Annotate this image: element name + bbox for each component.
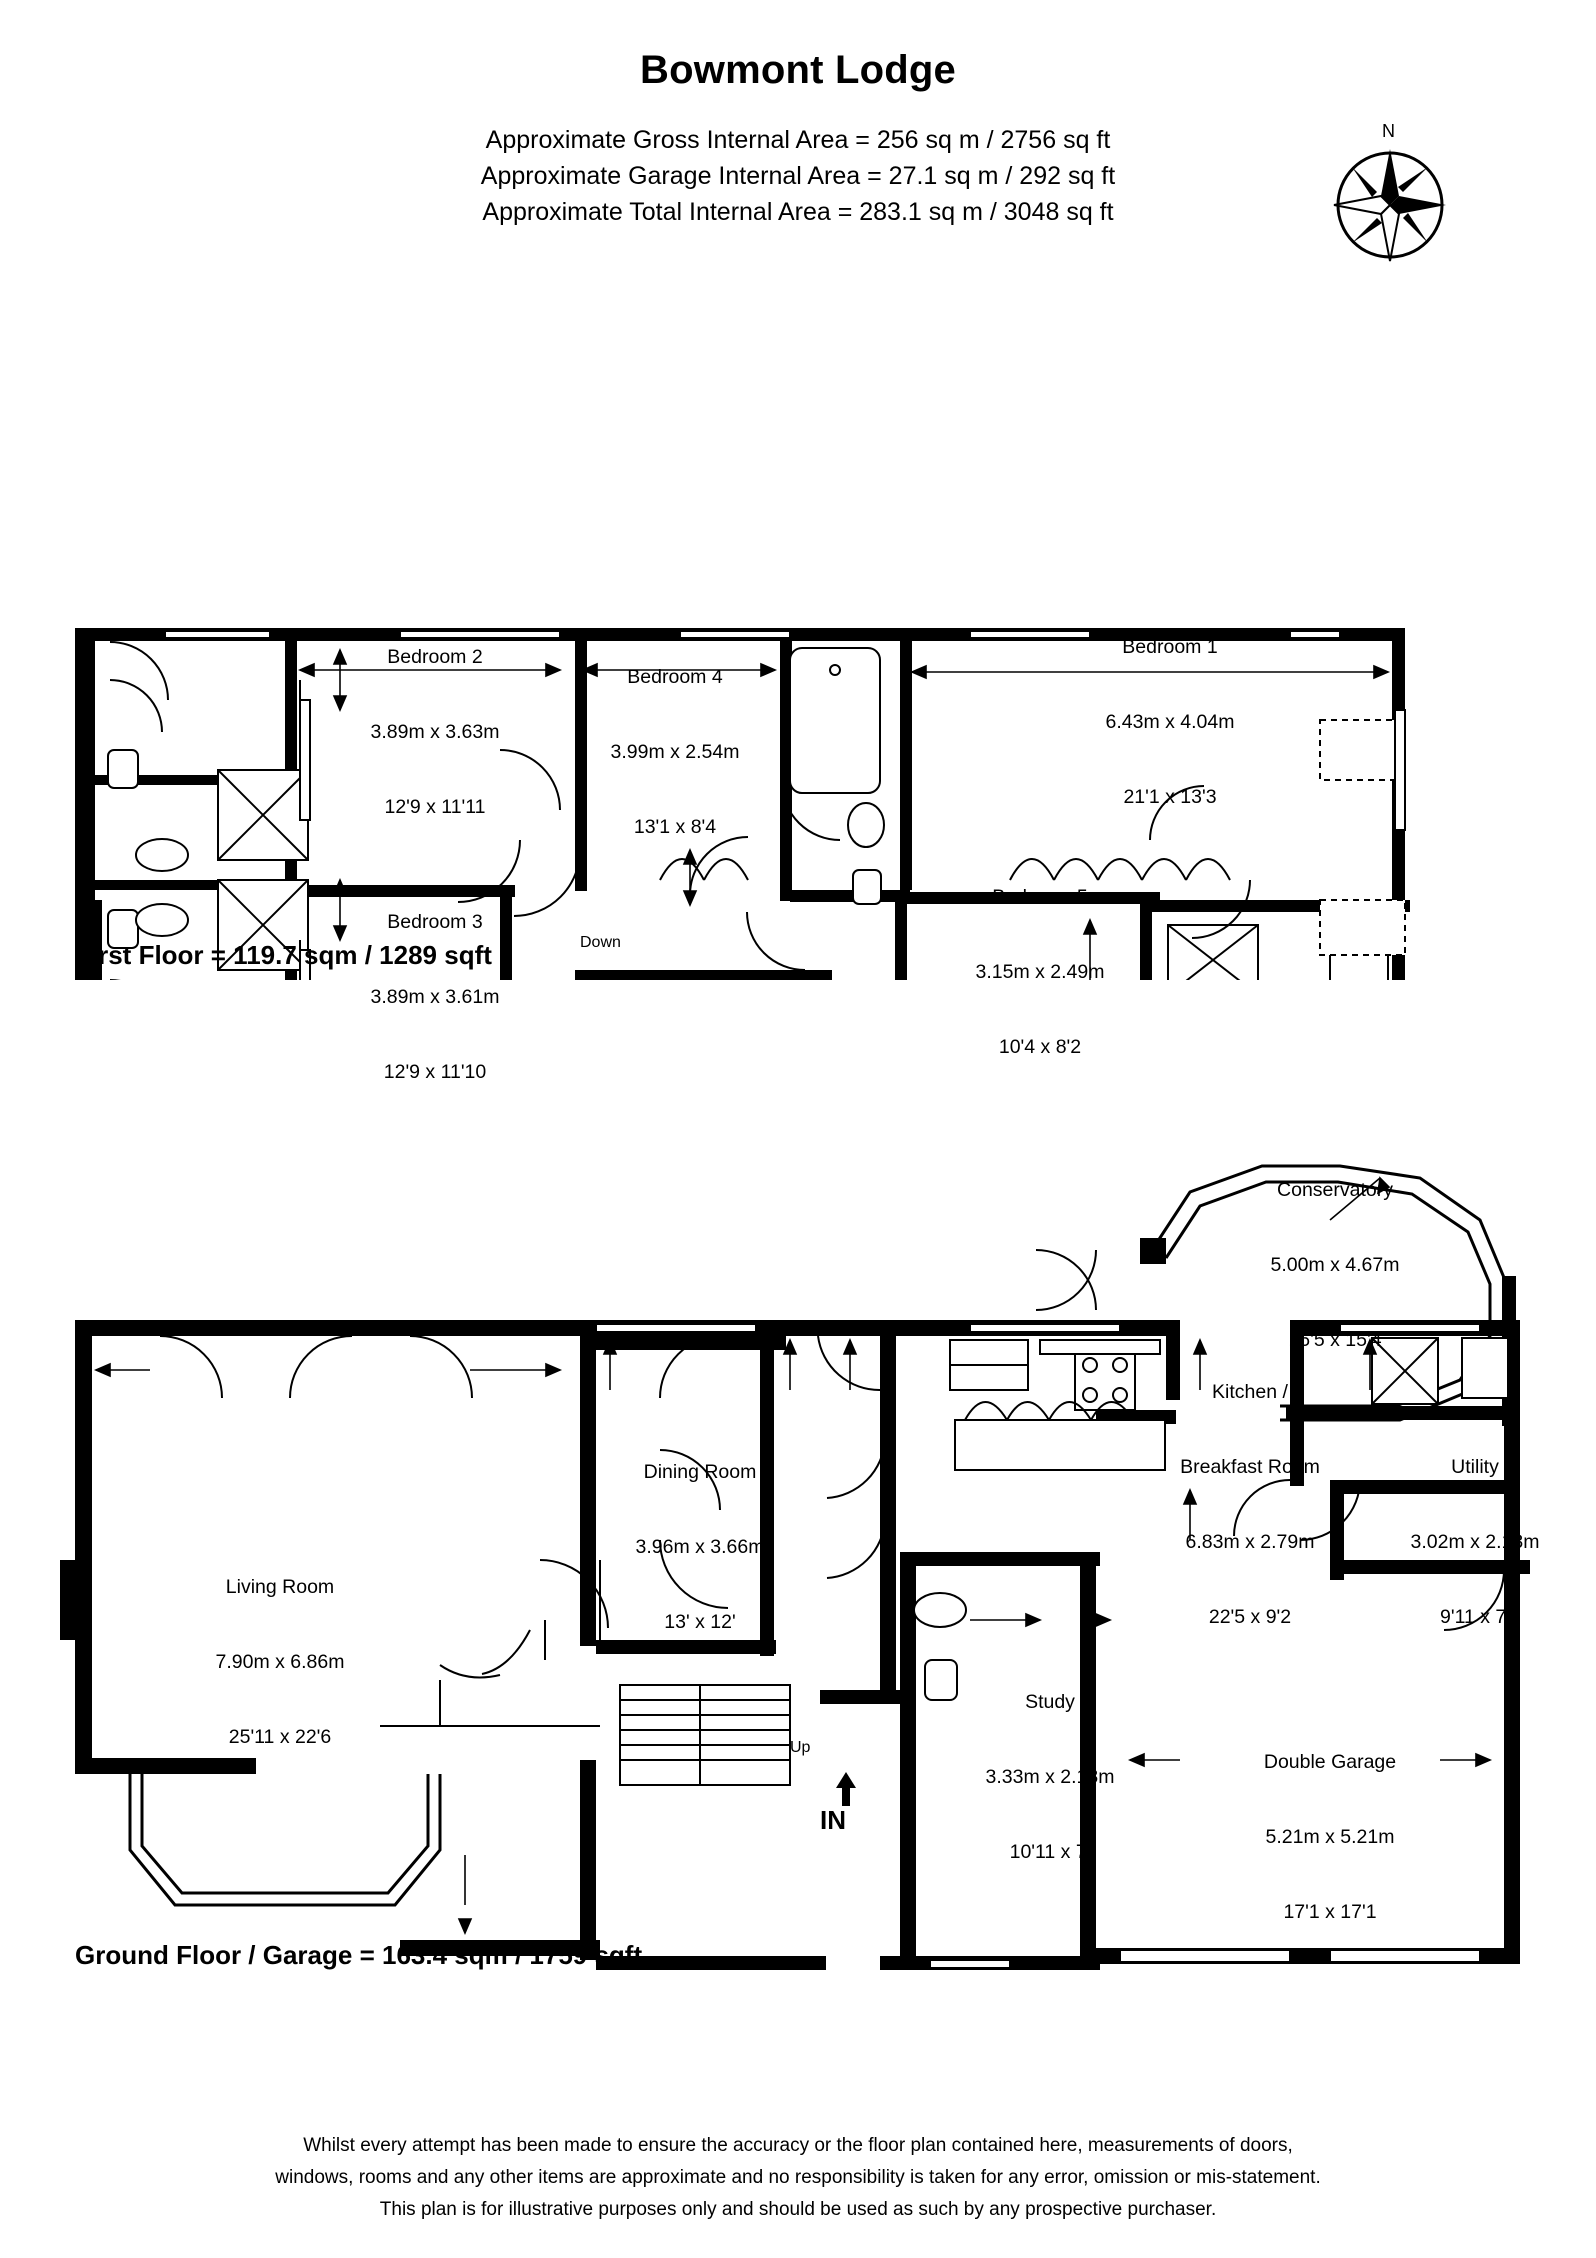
room-imperial: 10'11 x 7': [1009, 1841, 1091, 1863]
room-metric: 7.90m x 6.86m: [215, 1651, 345, 1673]
stairs-up-label: Up: [790, 1739, 811, 1756]
room-label-dining-room: [585, 1410, 815, 1660]
first-floor-plan: [0, 280, 1596, 980]
room-label-bedroom-4: [560, 615, 790, 865]
room-metric: 5.21m x 5.21m: [1265, 1826, 1395, 1848]
room-metric: 3.15m x 2.49m: [975, 961, 1105, 983]
room-label-kitchen-breakfast: [1140, 1330, 1360, 1655]
room-label-bedroom-1: [1055, 585, 1285, 835]
room-metric: 6.43m x 4.04m: [1105, 711, 1235, 733]
room-imperial: 12'9 x 11'11: [384, 796, 486, 818]
room-imperial: 21'1 x 13'3: [1123, 786, 1217, 808]
disclaimer-line-3: This plan is for illustrative purposes only and should be used as such by any prospective purchaser.: [379, 2199, 1217, 2220]
room-name: Bedroom 5: [992, 886, 1088, 908]
entrance-label: IN: [820, 1805, 846, 1835]
room-imperial: 17'1 x 17'1: [1283, 1901, 1377, 1923]
room-metric: 6.83m x 2.79m: [1185, 1531, 1315, 1553]
garage-internal-area: Approximate Garage Internal Area = 27.1 sq m / 292 sq ft: [480, 162, 1116, 190]
compass-rose: [1320, 121, 1460, 275]
entrance-arrow-icon: [826, 1770, 866, 1810]
room-imperial: 16'5 x 15'4: [1288, 1329, 1382, 1351]
room-metric: 5.00m x 4.67m: [1270, 1254, 1400, 1276]
room-imperial: 9'11 x 7': [1440, 1606, 1510, 1628]
room-imperial: 25'11 x 22'6: [228, 1726, 332, 1748]
room-name: Bedroom 1: [1122, 636, 1218, 658]
room-name: Bedroom 4: [627, 666, 723, 688]
stairs-down-label: Down: [580, 934, 621, 951]
room-name: Dining Room: [643, 1461, 757, 1483]
room-imperial: 10'4 x 8'2: [998, 1036, 1082, 1058]
room-metric: 3.99m x 2.54m: [610, 741, 740, 763]
room-label-study: [935, 1640, 1165, 1890]
room-name: Double Garage: [1263, 1751, 1397, 1773]
room-label-double-garage: [1215, 1700, 1445, 1950]
page-title: Bowmont Lodge: [640, 48, 956, 92]
room-metric: 3.89m x 3.61m: [370, 986, 500, 1008]
total-internal-area: Approximate Total Internal Area = 283.1 sq m / 3048 sq ft: [482, 198, 1114, 226]
room-name: Study: [1025, 1691, 1075, 1713]
disclaimer-line-1: Whilst every attempt has been made to ensure the accuracy or the floor plan contained here, measurements of doors,: [303, 2135, 1293, 2156]
room-name: Bedroom 2: [387, 646, 483, 668]
room-imperial: 13'1 x 8'4: [633, 816, 717, 838]
room-label-utility: [1370, 1405, 1580, 1655]
room-name: Utility: [1451, 1456, 1499, 1478]
gross-internal-area: Approximate Gross Internal Area = 256 sq m / 2756 sq ft: [485, 126, 1111, 154]
disclaimer-line-2: windows, rooms and any other items are approximate and no responsibility is taken for any error, omission or mis-statement.: [275, 2167, 1321, 2188]
room-name: Conservatory: [1277, 1179, 1393, 1201]
first-floor-label: First Floor = 119.7 sqm / 1289 sqft: [75, 940, 492, 970]
room-metric: 3.89m x 3.63m: [370, 721, 500, 743]
room-metric: 3.96m x 3.66m: [635, 1536, 765, 1558]
room-name: Living Room: [225, 1576, 335, 1598]
room-imperial: 22'5 x 9'2: [1208, 1606, 1292, 1628]
room-imperial: 12'9 x 11'10: [383, 1061, 487, 1083]
room-label-living-room: [165, 1525, 395, 1775]
compass-north-label: N: [1382, 121, 1395, 141]
room-label-bedroom-2: [320, 595, 550, 845]
room-name-2: Breakfast Room: [1180, 1456, 1320, 1478]
room-metric: 3.02m x 2.13m: [1410, 1531, 1540, 1553]
room-name: Kitchen /: [1212, 1381, 1288, 1403]
room-metric: 3.33m x 2.13m: [985, 1766, 1115, 1788]
disclaimer: [0, 2130, 1596, 2226]
room-name: Bedroom 3: [387, 911, 483, 933]
ground-floor-label: Ground Floor / Garage = 163.4 sqm / 1759 sqft: [75, 1940, 643, 1970]
room-imperial: 13' x 12': [664, 1611, 736, 1633]
